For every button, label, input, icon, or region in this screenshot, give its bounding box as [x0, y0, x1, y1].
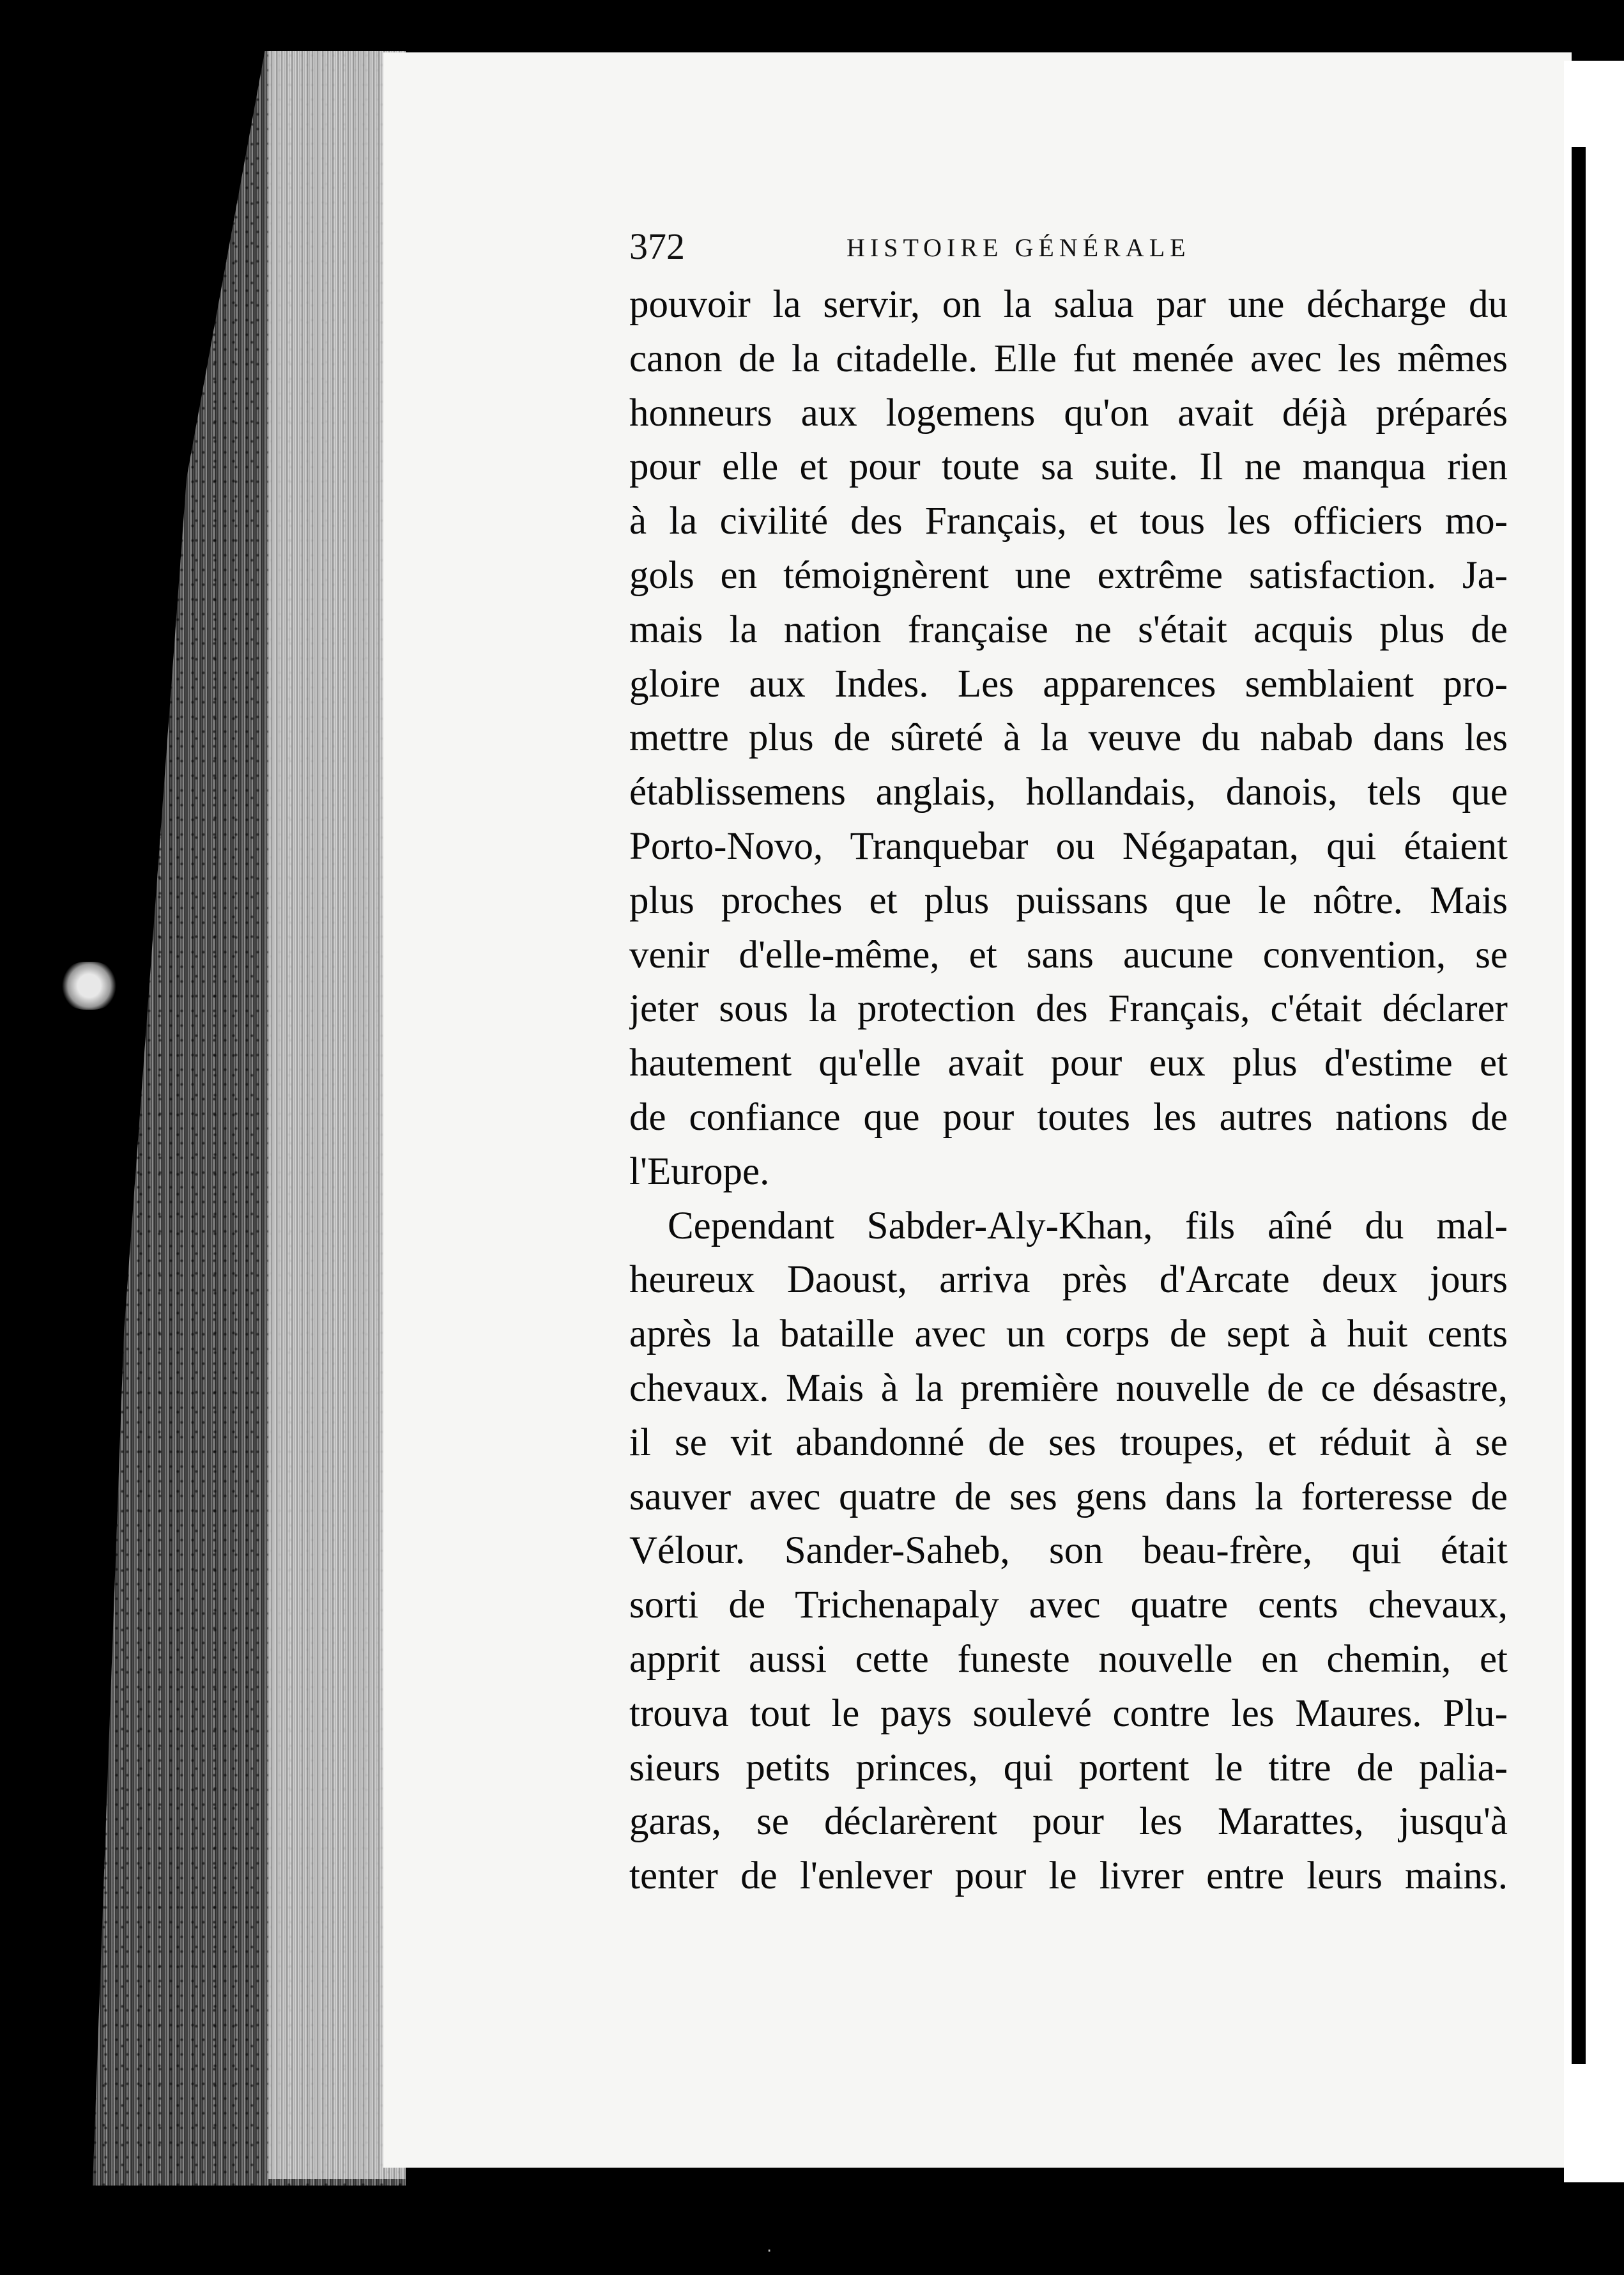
text-line: pouvoir la servir, on la salua par une décharge du: [629, 283, 1508, 326]
gutter-shadow: [1572, 147, 1586, 2064]
body-text: [629, 278, 1508, 1904]
text-line: gloire aux Indes. Les apparences semblaient pro-: [629, 662, 1508, 706]
text-line: mettre plus de sûreté à la veuve du nabab dans les: [629, 716, 1508, 760]
text-line: canon de la citadelle. Elle fut menée avec les mêmes: [629, 337, 1508, 380]
text-line: Porto-Novo, Tranquebar ou Négapatan, qui étaient: [629, 824, 1508, 868]
running-head: [629, 225, 1291, 270]
text-line: trouva tout le pays soulevé contre les Maures. Plu-: [629, 1692, 1508, 1735]
text-line: l'Europe.: [629, 1150, 770, 1193]
text-line: garas, se déclarèrent pour les Marattes, jusqu'à: [629, 1800, 1508, 1844]
text-line: sieurs petits princes, qui portent le titre de palia-: [629, 1746, 1508, 1789]
text-line: tenter de l'enlever pour le livrer entre leurs mains.: [629, 1855, 1508, 1898]
text-line: de confiance que pour toutes les autres nations de: [629, 1095, 1508, 1139]
running-title: HISTOIRE GÉNÉRALE: [846, 233, 1191, 262]
page-number: 372: [629, 226, 685, 267]
text-line: jeter sous la protection des Français, c'était déclarer: [629, 987, 1508, 1031]
paper-blemish: [59, 962, 119, 1010]
text-line: chevaux. Mais à la première nouvelle de ce désastre,: [629, 1366, 1508, 1410]
text-line: après la bataille avec un corps de sept à huit cents: [629, 1313, 1508, 1356]
text-line: hautement qu'elle avait pour eux plus d'estime et: [629, 1042, 1508, 1085]
paragraph-start-line: Cependant Sabder-Aly-Khan, fils aîné du mal-: [668, 1204, 1508, 1247]
text-line: à la civilité des Français, et tous les officiers mo-: [629, 500, 1508, 543]
text-line: venir d'elle-même, et sans aucune convention, se: [629, 933, 1508, 976]
text-line: honneurs aux logemens qu'on avait déjà préparés: [629, 391, 1508, 435]
text-line: plus proches et plus puissans que le nôtre. Mais: [629, 879, 1508, 922]
text-line: sauver avec quatre de ses gens dans la forteresse de: [629, 1475, 1508, 1518]
text-line: apprit aussi cette funeste nouvelle en chemin, et: [629, 1637, 1508, 1681]
text-line: heureux Daoust, arriva près d'Arcate deux jours: [629, 1258, 1508, 1302]
text-line: il se vit abandonné de ses troupes, et réduit à se: [629, 1421, 1508, 1464]
text-line: mais la nation française ne s'était acquis plus de: [629, 608, 1508, 651]
text-line: Vélour. Sander-Saheb, son beau-frère, qui était: [629, 1529, 1508, 1573]
text-line: établissemens anglais, hollandais, danois, tels que: [629, 771, 1508, 814]
text-line: gols en témoignèrent une extrême satisfaction. Ja-: [629, 553, 1508, 597]
text-line: pour elle et pour toute sa suite. Il ne manqua rien: [629, 445, 1508, 489]
text-line: sorti de Trichenapaly avec quatre cents chevaux,: [629, 1584, 1508, 1627]
scan-artifact: ·: [767, 2242, 772, 2261]
